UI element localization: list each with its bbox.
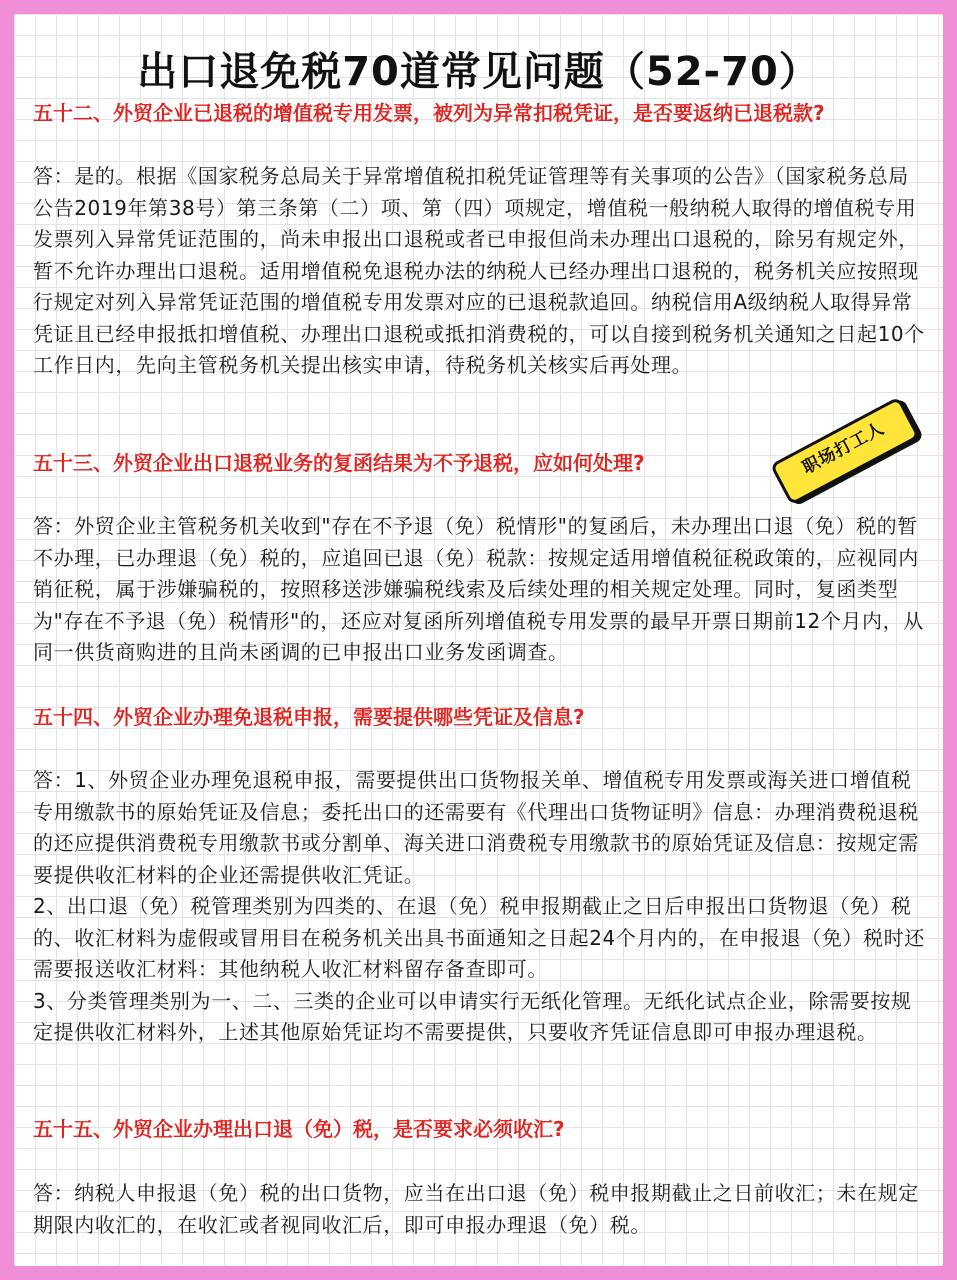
page-title: 出口退免税70道常见问题（52-70） — [137, 49, 820, 95]
question-52: 五十二、外贸企业已退税的增值税专用发票，被列为异常扣税凭证，是否要返纳已退税款? — [33, 101, 825, 125]
answer-53-paragraph: 答：外贸企业主管税务机关收到"存在不予退（免）税情形"的复函后，未办理出口退（免）税的暂不办理，已办理退（免）税的，应追回已退（免）税款：按规定适用增值税征税政策的，应视同内销征税，属于涉嫌骗税的，按照移送涉嫌骗税线索及后续处理的相关规定处理。同时，复函类型为"存在不予退（免）税情形"的，还应对复函所列增值税专用发票的最早开票日期前12个月内，从同一供货商购进的且尚未函调的已申报出口业务发函调查。 — [33, 514, 924, 664]
answer-55 — [33, 1178, 928, 1241]
question-54: 五十四、外贸企业办理免退税申报，需要提供哪些凭证及信息? — [33, 705, 585, 729]
worker-sticker: 职场打工人 — [770, 396, 921, 505]
answer-55-paragraph: 答：纳税人申报退（免）税的出口货物，应当在出口退（免）税申报期截止之日前收汇；未在规定期限内收汇的，在收汇或者视同收汇后，即可申报办理退（免）税。 — [33, 1181, 919, 1237]
answer-54-paragraph-1: 答：1、外贸企业办理免退税申报，需要提供出口货物报关单、增值税专用发票或海关进口增值税专用缴款书的原始凭证及信息；委托出口的还需要有《代理出口货物证明》信息：办理消费税退税的还应提供消费税专用缴款书或分割单、海关进口消费税专用缴款书的原始凭证及信息：按规定需要提供收汇材料的企业还需提供收汇凭证。 — [33, 768, 919, 887]
answer-54-paragraph-2: 2、出口退（免）税管理类别为四类的、在退（免）税申报期截止之日后申报出口货物退（免）税的、收汇材料为虚假或冒用目在税务机关出具书面通知之日起24个月内的，在申报退（免）税时还需要报送收汇材料：其他纳税人收汇材料留存备查即可。 — [33, 894, 925, 981]
answer-54 — [33, 765, 928, 1049]
question-55: 五十五、外贸企业办理出口退（免）税，是否要求必须收汇? — [33, 1117, 565, 1141]
answer-53 — [33, 511, 928, 669]
answer-54-paragraph-3: 3、分类管理类别为一、二、三类的企业可以申请实行无纸化管理。无纸化试点企业，除需要按规定提供收汇材料外，上述其他原始凭证均不需要提供，只要收齐凭证信息即可申报办理退税。 — [33, 988, 912, 1044]
answer-52-paragraph: 答：是的。根据《国家税务总局关于异常增值税扣税凭证管理等有关事项的公告》（国家税务总局公告2019年第38号）第三条第（二）项、第（四）项规定，增值税一般纳税人取得的增值税专用发票列入异常凭证范围的，尚未申报出口退税或者已申报但尚未办理出口退税的，除另有规定外，暂不允许办理出口退税。适用增值税免退税办法的纳税人已经办理出口退税的，税务机关应按照现行规定对列入异常凭证范围的增值税专用发票对应的已退税款追回。纳税信用A级纳税人取得异常凭证且已经申报抵扣增值税、办理出口退税或抵扣消费税的，可以自接到税务机关通知之日起10个工作日内，先向主管税务机关提出核实申请，待税务机关核实后再处理。 — [33, 164, 925, 377]
page-frame — [14, 14, 943, 1266]
question-53: 五十三、外贸企业出口退税业务的复函结果为不予退税，应如何处理? — [33, 451, 645, 475]
answer-52 — [33, 161, 928, 382]
